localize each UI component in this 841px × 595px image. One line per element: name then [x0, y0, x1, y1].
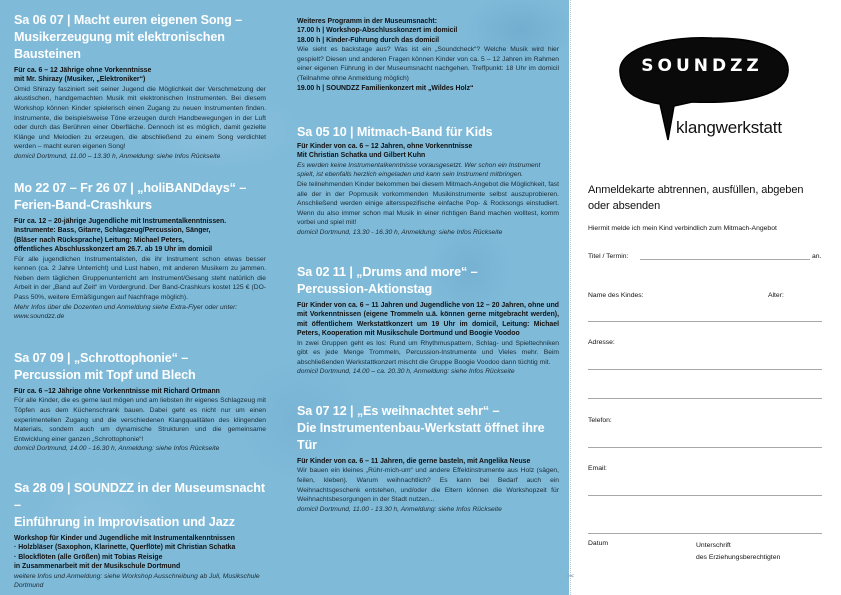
email-label: Email:: [588, 465, 607, 472]
event-title: Sa 06 07 | Macht euren eigenen Song – Musikerzeugung mit elektronischen Bausteinen: [14, 13, 242, 61]
event-details: Für Kinder von ca. 6 – 11 Jahren, die gerne basteln, mit Angelika Neuse: [297, 458, 531, 465]
email-field[interactable]: [588, 495, 822, 496]
event-description: Die teilnehmenden Kinder bekommen bei diesem Mitmach-Angebot die Möglichkeit, fast alle der in der Popmusik vorkommenden Musikinstrumente selbst auszuprobieren. Anschließend werden einige altersspezifische einfache Pop- & Rocksongs einstudiert. Wenn du also immer schon mal Musik in einer richtigen Band machen wolltest, komm vorbei und spiel mit!: [297, 181, 559, 227]
event-description: Omid Shirazy fasziniert seit seiner Jugend die Möglichkeit der Verschmelzung der akustischen, handgemachten Musik mit elektronischen Instrumenten. Bei diesem Workshop können Kinder spielerisch einen Zugang zu neuen Instrumenten finden. Instrumente, die beispielsweise Töne erzeugen durch Handbewegungen in der Luft oder durch das Berühren einer Oberfläche. Dennoch ist es möglich, damit gezielte Klänge und Melodien zu erzeugen, die abschließend zu einem Song verdichtet werden – macht euren eigenen Song!: [14, 85, 266, 151]
event-info: Mehr Infos über die Dozenten und Anmeldung siehe Extra-Flyer oder unter: www.soundzz.de: [14, 303, 238, 321]
event-info: domicil Dortmund, 14.00 - 16.30 h, Anmeldung: siehe Infos Rückseite: [14, 445, 220, 453]
form-heading: Anmeldekarte abtrennen, ausfüllen, abgeben oder absenden: [588, 184, 804, 212]
event-mitmach-band: [297, 124, 559, 238]
event-title: Sa 28 09 | SOUNDZZ in der Museumsnacht – Einführung in Improvisation und Jazz: [14, 481, 265, 529]
event-details: Für ca. 12 – 20-jährige Jugendliche mit Instrumentalkenntnissen. Instrumente: Bass, Gitarre, Schlagzeug/Percussion, Sänger, (Bläser nach Rücksprache) Leitung: Michael Peters, öffentliches Abschlusskonzert am 26.7. ab 19 Uhr im domicil: [14, 218, 227, 254]
event-info: domicil Dortmund, 14.00 – ca. 20.30 h, Anmeldung: siehe Infos Rückseite: [297, 368, 515, 376]
signature-label: Unterschrift des Erziehungsberechtigten: [696, 542, 781, 561]
event-description: Für alle jugendlichen Instrumentalisten, die ihr Instrument schon etwas besser kennen (ca. 2 Jahre Unterricht) und Lust haben, mit anderen Musikern zu jammen. Neben dem täglichen Gruppenunterricht am Instrument/Gesang steht natürlich die Arbeit in der „Band auf Zeit“ im Vordergrund. Der Band-Crashkurs kostet 125 € (DO-Pass 50%, weitere Ermäßigungen auf Nachfrage möglich).: [14, 255, 266, 301]
event-info: weitere Infos und Anmeldung: siehe Workshop Ausschreibung ab Juli, Musikschule Dortmund: [14, 572, 260, 590]
event-details: Für ca. 6 – 12 Jährige ohne Vorkenntnisse mit Mr. Shirazy (Musiker, „Elektroniker“): [14, 67, 152, 84]
event-title: Sa 02 11 | „Drums and more“ – Percussion-Aktionstag: [297, 265, 478, 296]
event-weihnachten: [297, 403, 559, 514]
form-intro: Hiermit melde ich mein Kind verbindlich zum Mitmach-Angebot: [588, 225, 777, 232]
event-title: Sa 07 12 | „Es weihnachtet sehr“ – Die Instrumentenbau-Werkstatt öffnet ihre Tür: [297, 404, 545, 452]
event-title: Sa 05 10 | Mitmach-Band für Kids: [297, 125, 493, 139]
event-museumsnacht: [14, 480, 266, 591]
title-label: Titel / Termin:: [588, 253, 629, 260]
phone-field[interactable]: [588, 447, 822, 448]
age-label: Alter:: [768, 292, 784, 299]
name-field[interactable]: [588, 321, 822, 322]
program-schedule: Weiteres Programm in der Museumsnacht: 17.00 h | Workshop-Abschlusskonzert im domicil 18.00 h | Kinder-Führung durch das domicil: [297, 18, 458, 44]
event-holibanddays: [14, 180, 266, 322]
event-info: domicil Dortmund, 11.00 - 13.30 h, Anmeldung: siehe Infos Rückseite: [297, 505, 502, 513]
museumsnacht-program: [297, 17, 559, 93]
event-schrottophonie: [14, 350, 266, 454]
event-song: [14, 12, 266, 162]
phone-label: Telefon:: [588, 417, 612, 424]
registration-card: [588, 182, 822, 561]
logo-subtitle: klangwerkstatt: [676, 118, 782, 137]
event-description: Für alle Kinder, die es gerne laut mögen und am liebsten ihr eigenes Schlagzeug mit Töpfen aus dem Küchenschrank bauen. Dabei geht es nicht nur um einen experimentellen Zugang und die verschiedenen Klangqualitäten des klingenden Materials, sondern auch um dynamische Strukturen und die gemeinsame Entwicklung einer ganzen „Schrottophonie“!: [14, 397, 266, 443]
event-details: Workshop für Kinder und Jugendliche mit Instrumentalkenntnissen · Holzbläser (Saxophon, Klarinette, Querflöte) mit Christian Schatka · Blockflöten (alle Größen) mit Tobias Reisige in Zusammenarbeit mit der Musikschule Dortmund: [14, 535, 236, 571]
scissors-icon: ✂: [567, 571, 575, 581]
event-description: In zwei Gruppen geht es los: Rund um Rhythmuspattern, Schlag- und Spieltechniken gibt es jede Menge Trommeln, Percussion-Instrumente und Vieles mehr. Beim abschließenden Werkstattkonzert mischt die Gruppe Boogie Voodoo dann tüchtig mit.: [297, 339, 559, 366]
title-suffix: an.: [812, 253, 822, 260]
event-details: Für Kinder von ca. 6 – 12 Jahren, ohne Vorkenntnisse Mit Christian Schatka und Gilbert Kuhn: [297, 143, 473, 160]
signature-field[interactable]: [588, 533, 822, 534]
cut-line: [570, 0, 571, 595]
date-label: Datum: [588, 540, 609, 547]
event-intro: Es werden keine Instrumentalkenntnisse vorausgesetzt. Wer schon ein Instrument spielt, ist ebenfalls herzlich eingeladen und kann sein Instrument mitbringen.: [297, 161, 541, 179]
address-field-2[interactable]: [588, 398, 822, 399]
address-field-1[interactable]: [588, 369, 822, 370]
event-title: Sa 07 09 | „Schrottophonie“ – Percussion mit Topf und Blech: [14, 351, 196, 382]
event-details: Für ca. 6 –12 Jährige ohne Vorkenntnisse mit Richard Ortmann: [14, 388, 220, 395]
event-info: domicil Dortmund, 13.30 - 16.30 h, Anmeldung: siehe Infos Rückseite: [297, 228, 503, 236]
name-label: Name des Kindes:: [588, 292, 644, 299]
program-concert: 19.00 h | SOUNDZZ Familienkonzert mit „Wildes Holz“: [297, 84, 474, 92]
title-field[interactable]: [640, 259, 810, 260]
address-label: Adresse:: [588, 339, 615, 346]
event-drums: [297, 264, 559, 377]
logo-brand: SOUNDZZ: [641, 56, 763, 76]
event-title: Mo 22 07 – Fr 26 07 | „holiBANDdays“ – Ferien-Band-Crashkurs: [14, 181, 247, 212]
event-details: Für Kinder von ca. 6 – 11 Jahren und Jugendliche von 12 – 20 Jahren, ohne und mit Vorkenntnissen (eigene Trommeln u.ä. können gerne mitgebracht werden), mit öffentlichem Werkstattkonzert um 19 Uhr im domicil, Leitung: Michael Peters, Kooperation mit Musikschule Dortmund und Boogie Voodoo: [297, 302, 559, 338]
soundzz-logo: [612, 30, 832, 142]
event-info: domicil Dortmund, 11.00 – 13.30 h, Anmeldung: siehe Infos Rückseite: [14, 152, 221, 160]
event-description: Wir bauen ein kleines „Rühr-mich-um“ und andere Effektinstrumente aus Holz (sägen, feilen, kleben). Warum weihnachtlich? Es kann bei Bedarf auch ein Weihnachtsgeschenk entstehen, und/oder die Eltern können die Workshopzeit für Weihnachtsbesorgungen in der Stadt nutzen...: [297, 467, 559, 504]
program-description: Wie sieht es backstage aus? Was ist ein „Soundcheck“? Welche Musik wird hier gespielt? Diesen und anderen Fragen können Kinder von ca. 5 – 12 Jahren im Rahmen einer eigenen Führung in der Museumsnacht nachgehen. Treffpunkt: 18 Uhr im domicil (Teilnahme ohne Anmeldung möglich): [297, 46, 559, 82]
